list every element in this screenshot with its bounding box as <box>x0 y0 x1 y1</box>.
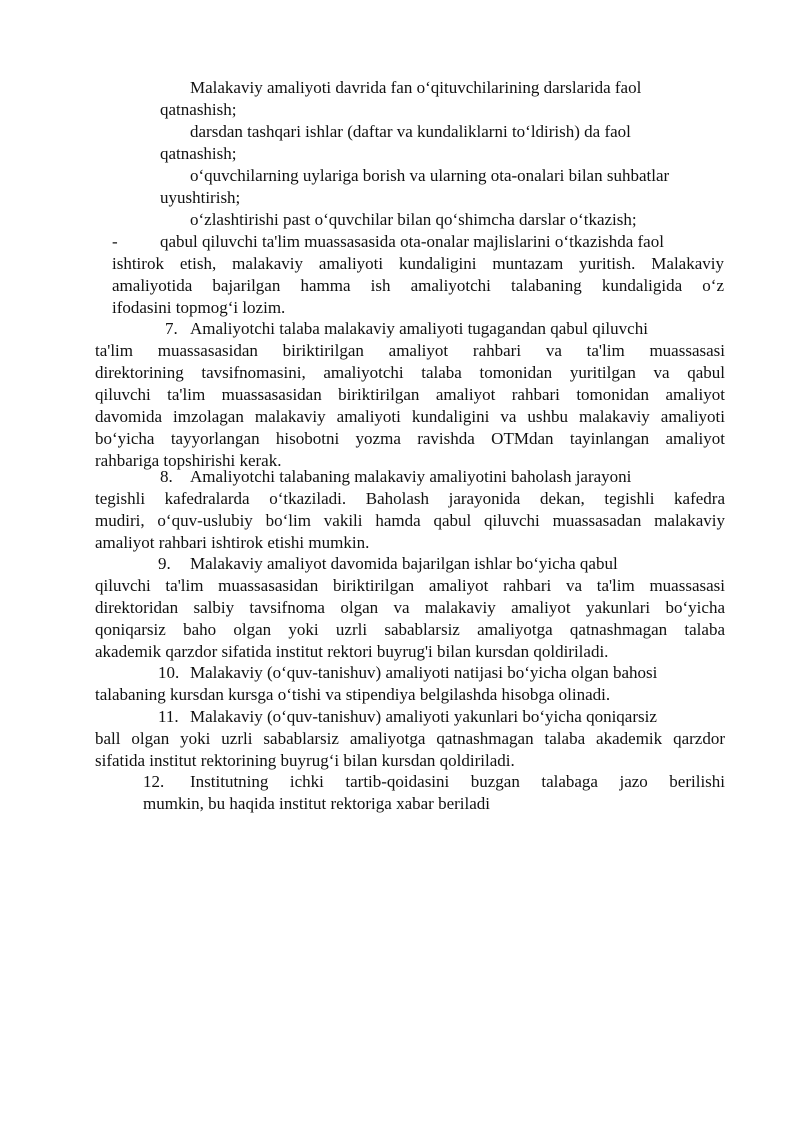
item-10-number: 10. <box>158 663 180 682</box>
item-11-line-2: ball olgan yoki uzrli sabablarsiz amaliyotga qatnashmagan talaba akademik qarzdor <box>95 729 725 748</box>
item-10-line-2: talabaning kursdan kursga o‘tishi va stipendiya belgilashda hisobga olinadi. <box>95 685 611 704</box>
bullet-1-line-2: qatnashish; <box>160 100 237 119</box>
item-10-line-1: Malakaviy (o‘quv-tanishuv) amaliyoti natijasi bo‘yicha olgan bahosi <box>190 663 658 682</box>
item-9-line-3: direktoridan salbiy tavsifnoma olgan va malakaviy amaliyot yakunlari bo‘yicha <box>95 598 725 617</box>
item-8-line-2: tegishli kafedralarda o‘tkaziladi. Baholash jarayonida dekan, tegishli kafedra <box>95 489 725 508</box>
item-7-line-2: ta'lim muassasasidan biriktirilgan amaliyot rahbari va ta'lim muassasasi <box>95 341 725 360</box>
item-9-line-5: akademik qarzdor sifatida institut rektori buyrug'i bilan kursdan qoldiriladi. <box>95 642 609 661</box>
item-12-line-2: mumkin, bu haqida institut rektoriga xabar beriladi <box>143 794 490 813</box>
bullet-3-line-1: o‘quvchilarning uylariga borish va ularning ota-onalari bilan suhbatlar <box>190 166 670 185</box>
item-7-number: 7. <box>165 319 178 338</box>
item-7-line-1: Amaliyotchi talaba malakaviy amaliyoti tugagandan qabul qiluvchi <box>190 319 648 338</box>
dash-item-line-3: amaliyotida bajarilgan hamma ish amaliyotchi talabaning kundaligida o‘z <box>112 276 724 295</box>
item-8-line-1: Amaliyotchi talabaning malakaviy amaliyotini baholash jarayoni <box>190 467 632 486</box>
item-9-line-4: qoniqarsiz baho olgan yoki uzrli sabablarsiz amaliyotga qatnashmagan talaba <box>95 620 725 639</box>
item-8-line-4: amaliyot rahbari ishtirok etishi mumkin. <box>95 533 370 552</box>
dash-item-line-2: ishtirok etish, malakaviy amaliyoti kundaligini muntazam yuritish. Malakaviy <box>112 254 724 273</box>
item-11-number: 11. <box>158 707 179 726</box>
item-7-line-7: rahbariga topshirishi kerak. <box>95 451 282 470</box>
bullet-4-line-1: o‘zlashtirishi past o‘quvchilar bilan qo‘shimcha darslar o‘tkazish; <box>190 210 637 229</box>
item-12-line-1: Institutning ichki tartib-qoidasini buzgan talabaga jazo berilishi <box>190 772 725 791</box>
dash-item-line-4: ifodasini topmog‘i lozim. <box>112 298 286 317</box>
dash-marker: - <box>112 232 118 251</box>
item-9-line-1: Malakaviy amaliyot davomida bajarilgan ishlar bo‘yicha qabul <box>190 554 618 573</box>
item-9-line-2: qiluvchi ta'lim muassasasidan biriktirilgan amaliyot rahbari va ta'lim muassasasi <box>95 576 725 595</box>
item-7-line-6: bo‘yicha tayyorlangan hisobotni yozma ravishda OTMdan tayinlangan amaliyot <box>95 429 725 448</box>
item-7-line-4: qiluvchi ta'lim muassasasidan biriktirilgan amaliyot rahbari tomonidan amaliyot <box>95 385 725 404</box>
item-8-line-3: mudiri, o‘quv-uslubiy bo‘lim vakili hamda qabul qiluvchi muassasadan malakaviy <box>95 511 725 530</box>
item-9-number: 9. <box>158 554 171 573</box>
item-7-line-3: direktorining tavsifnomasini, amaliyotchi talaba tomonidan yuritilgan va qabul <box>95 363 725 382</box>
item-11-line-3: sifatida institut rektorining buyrug‘i bilan kursdan qoldiriladi. <box>95 751 515 770</box>
bullet-1-line-1: Malakaviy amaliyoti davrida fan o‘qituvchilarining darslarida faol <box>190 78 642 97</box>
item-12-number: 12. <box>143 772 165 791</box>
bullet-2-line-1: darsdan tashqari ishlar (daftar va kundaliklarni to‘ldirish) da faol <box>190 122 631 141</box>
item-11-line-1: Malakaviy (o‘quv-tanishuv) amaliyoti yakunlari bo‘yicha qoniqarsiz <box>190 707 657 726</box>
item-7-line-5: davomida imzolagan malakaviy amaliyoti kundaligini va ushbu malakaviy amaliyoti <box>95 407 725 426</box>
item-8-number: 8. <box>160 467 173 486</box>
bullet-3-line-2: uyushtirish; <box>160 188 241 207</box>
bullet-2-line-2: qatnashish; <box>160 144 237 163</box>
dash-item-line-1: qabul qiluvchi ta'lim muassasasida ota-onalar majlislarini o‘tkazishda faol <box>160 232 664 251</box>
